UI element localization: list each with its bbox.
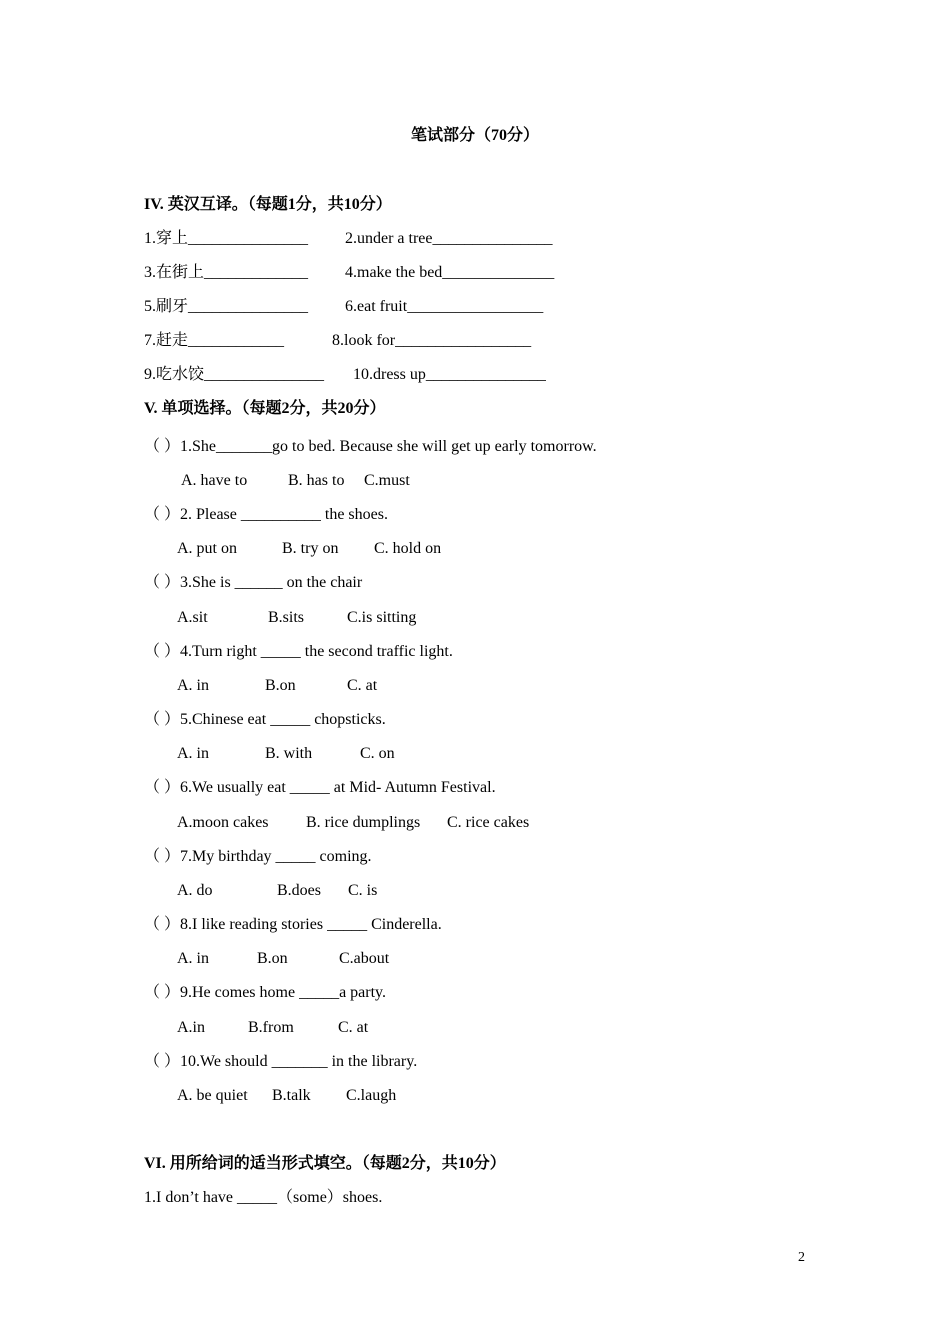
translation-item: 6.eat fruit_________________	[345, 298, 544, 315]
option-c: C. at	[338, 1019, 369, 1036]
option-a: A.sit	[177, 609, 208, 626]
section-4-heading: IV. 英汉互译。（每题1分，共10分）	[144, 196, 392, 213]
translation-item: 4.make the bed______________	[345, 264, 555, 281]
translation-item: 2.under a tree_______________	[345, 230, 553, 247]
option-a: A. be quiet	[177, 1087, 248, 1104]
page-title: 笔试部分（70分）	[410, 127, 539, 144]
translation-item: 7.赶走____________	[144, 332, 285, 349]
option-a: A.moon cakes	[177, 814, 269, 831]
translation-item: 9.吃水饺_______________	[144, 366, 325, 383]
option-c: C. hold on	[374, 540, 442, 557]
option-b: B. try on	[282, 540, 339, 557]
question-stem: （ ）9.He comes home _____a party.	[144, 984, 387, 1001]
option-a: A. in	[177, 745, 209, 762]
option-b: B.sits	[268, 609, 305, 626]
option-c: C. is	[348, 882, 378, 899]
option-a: A. put on	[177, 540, 237, 557]
translation-item: 3.在街上_____________	[144, 264, 309, 281]
question-stem: （ ）10.We should _______ in the library.	[144, 1053, 418, 1070]
option-c: C. at	[347, 677, 378, 694]
section-5-heading: V. 单项选择。（每题2分，共20分）	[144, 400, 386, 417]
fill-in-item: 1.I don’t have _____（some）shoes.	[144, 1189, 383, 1206]
translation-item: 1.穿上_______________	[144, 230, 309, 247]
question-stem: （ ）8.I like reading stories _____ Cinderella.	[144, 916, 442, 933]
option-b: B. rice dumplings	[306, 814, 421, 831]
translation-item: 8.look for_________________	[332, 332, 532, 349]
option-c: C. rice cakes	[447, 814, 530, 831]
question-stem: （ ）5.Chinese eat _____ chopsticks.	[144, 711, 386, 728]
option-b: B.on	[257, 950, 288, 967]
option-b: B. with	[265, 745, 313, 762]
question-stem: （ ）3.She is ______ on the chair	[144, 574, 363, 591]
question-stem: （ ）1.She_______go to bed. Because she will get up early tomorrow.	[144, 438, 597, 455]
option-a: A. in	[177, 950, 209, 967]
option-c: C.laugh	[346, 1087, 397, 1104]
option-b: B.on	[265, 677, 296, 694]
page-number: 2	[798, 1250, 805, 1265]
translation-item: 10.dress up_______________	[353, 366, 546, 383]
option-a: A.in	[177, 1019, 205, 1036]
question-stem: （ ）4.Turn right _____ the second traffic light.	[144, 643, 453, 660]
question-stem: （ ）7.My birthday _____ coming.	[144, 848, 372, 865]
option-a: A. do	[177, 882, 213, 899]
option-c: C.is sitting	[347, 609, 417, 626]
option-b: B.talk	[272, 1087, 311, 1104]
option-c: C.about	[339, 950, 390, 967]
option-b: B.does	[277, 882, 321, 899]
section-6-heading: VI. 用所给词的适当形式填空。（每题2分，共10分）	[144, 1155, 506, 1172]
option-a: A. have to	[181, 472, 248, 489]
question-stem: （ ）2. Please __________ the shoes.	[144, 506, 388, 523]
option-c: C.must	[364, 472, 410, 489]
translation-item: 5.刷牙_______________	[144, 298, 309, 315]
option-b: B.from	[248, 1019, 294, 1036]
option-c: C. on	[360, 745, 395, 762]
option-b: B. has to	[288, 472, 345, 489]
question-stem: （ ）6.We usually eat _____ at Mid- Autumn Festival.	[144, 779, 496, 796]
option-a: A. in	[177, 677, 209, 694]
